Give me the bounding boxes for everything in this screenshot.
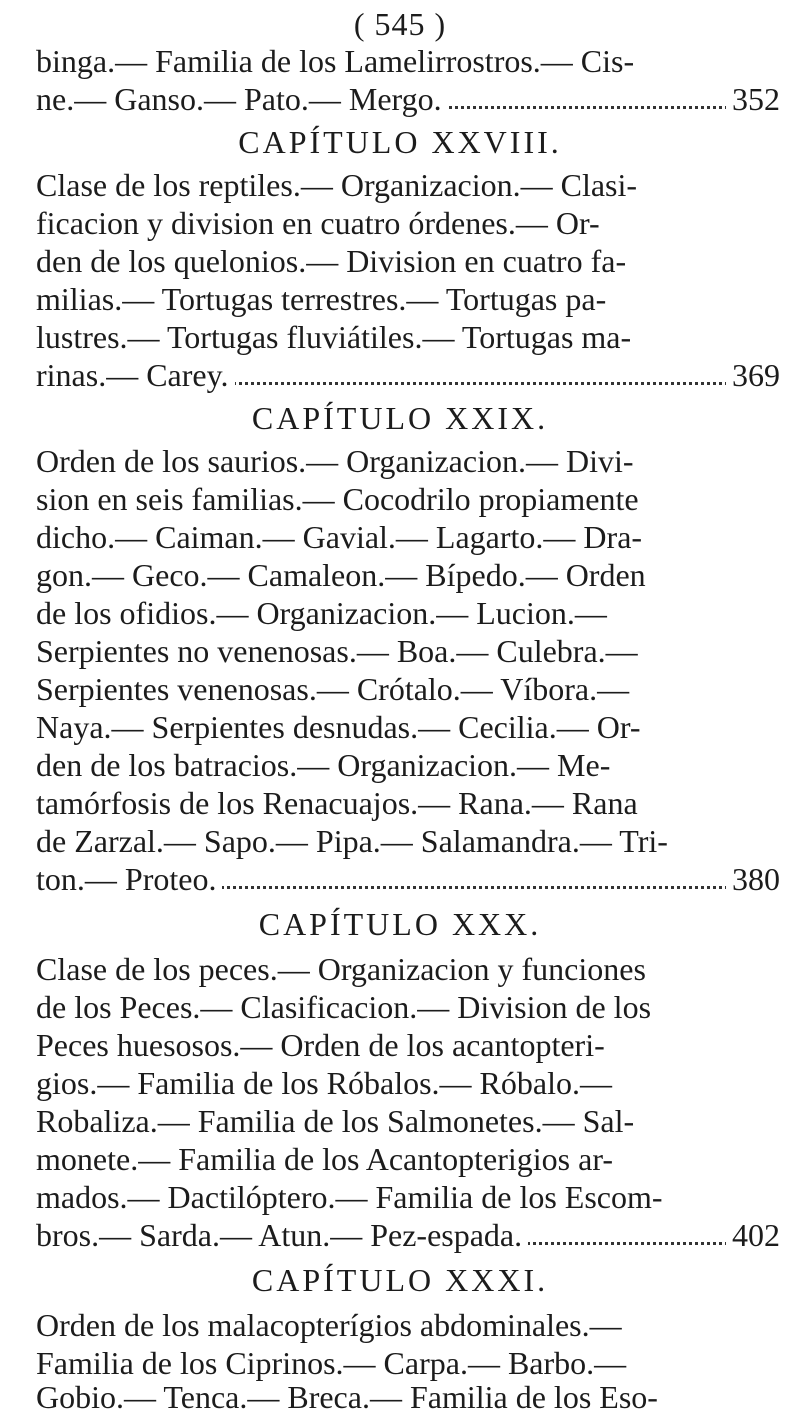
toc-line: rinas.— Carey. 369 [36,357,780,393]
toc-line: de los Peces.— Clasificacion.— Division de los [36,989,652,1025]
toc-line: milias.— Tortugas terrestres.— Tortugas pa- [36,281,607,317]
page-ref: 402 [726,1216,780,1254]
toc-line: Orden de los malacopterígios abdominales.— [36,1307,622,1343]
toc-line: Gobio.— Tenca.— Breca.— Familia de los Eso- [36,1379,658,1415]
toc-line: sion en seis familias.— Cocodrilo propiamente [36,481,639,517]
chapter-heading: CAPÍTULO XXXI. [251,1262,549,1298]
toc-line: binga.— Familia de los Lamelirrostros.— Cis- [36,43,635,79]
toc-line: dicho.— Caiman.— Gavial.— Lagarto.— Dra- [36,519,643,555]
toc-line: bros.— Sarda.— Atun.— Pez-espada. 402 [36,1217,780,1253]
chapter-heading: CAPÍTULO XXX. [258,906,542,942]
toc-line: monete.— Familia de los Acantopterigios ar- [36,1141,613,1177]
chapter-heading: CAPÍTULO XXVIII. [238,124,562,160]
toc-line: de los ofidios.— Organizacion.— Lucion.— [36,595,607,631]
toc-line: Orden de los saurios.— Organizacion.— Divi- [36,443,634,479]
toc-line: Familia de los Ciprinos.— Carpa.— Barbo.— [36,1345,627,1381]
toc-line: tamórfosis de los Renacuajos.— Rana.— Rana [36,785,638,821]
page-number: ( 545 ) [353,6,447,42]
toc-line: Clase de los reptiles.— Organizacion.— Clasi- [36,167,638,203]
toc-line: mados.— Dactilóptero.— Familia de los Escom- [36,1179,663,1215]
toc-line: de Zarzal.— Sapo.— Pipa.— Salamandra.— Tri- [36,823,668,859]
page-ref: 352 [726,80,780,118]
page-ref: 369 [726,356,780,394]
toc-line: Serpientes no venenosas.— Boa.— Culebra.— [36,633,638,669]
page-ref: 380 [726,860,780,898]
toc-line: den de los batracios.— Organizacion.— Me- [36,747,611,783]
toc-line: den de los quelonios.— Division en cuatro fa- [36,243,627,279]
toc-line: Clase de los peces.— Organizacion y funciones [36,951,646,987]
toc-line: ton.— Proteo. 380 [36,861,780,897]
toc-line: ne.— Ganso.— Pato.— Mergo. 352 [36,81,780,117]
toc-line: ficacion y division en cuatro órdenes.— Or- [36,205,600,241]
toc-line: Serpientes venenosas.— Crótalo.— Víbora.— [36,671,630,707]
chapter-heading: CAPÍTULO XXIX. [251,400,549,436]
toc-line: gon.— Geco.— Camaleon.— Bípedo.— Orden [36,557,646,593]
toc-line: gios.— Familia de los Róbalos.— Róbalo.— [36,1065,612,1101]
toc-line: Robaliza.— Familia de los Salmonetes.— Sal- [36,1103,635,1139]
toc-line: Naya.— Serpientes desnudas.— Cecilia.— Or- [36,709,641,745]
toc-line: Peces huesosos.— Orden de los acantopteri- [36,1027,605,1063]
toc-line: lustres.— Tortugas fluviátiles.— Tortugas ma- [36,319,632,355]
